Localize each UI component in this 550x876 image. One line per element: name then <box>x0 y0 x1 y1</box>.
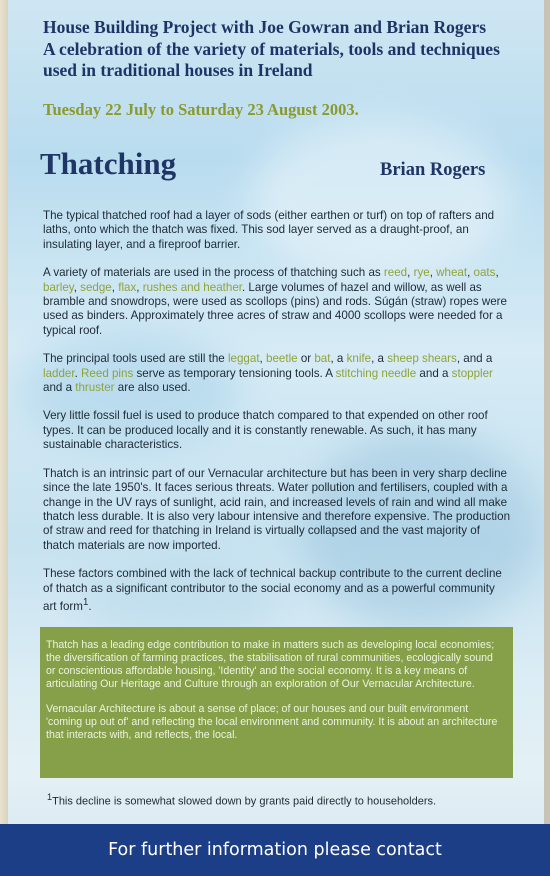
material-term: rye <box>413 266 430 280</box>
footnote <box>47 792 436 808</box>
header-line-3: used in traditional houses in Ireland <box>43 60 313 80</box>
material-term: rushes and heather <box>142 280 242 294</box>
footnote-marker: 1 <box>47 792 53 802</box>
paragraph-fossil-fuel: Very little fossil fuel is used to produce thatch compared to that expended on other roof types. It can be produced locally and it is constantly renewable. As such, it has many sustainable characteristics. <box>43 409 488 452</box>
text-run: , a <box>330 352 347 366</box>
footnote-text: This decline is somewhat slowed down by grants paid directly to householders. <box>52 795 437 808</box>
highlight-paragraph-contribution: Thatch has a leading edge contribution to make in matters such as developing local economies; the diversification of farming practices, the stabilisation of rural communities, ecologically sound or conscientious affordable housing, 'Identity' and the social economy. It is a key means of articulating Our Heritage and Culture through an exploration of Our Vernacular Architecture. <box>46 639 495 690</box>
text-run: These factors combined with the lack of technical backup contribute to the current decline of thatch as a significant contributor to the social economy and as a powerful community art form <box>43 567 502 613</box>
tool-term: stoppler <box>451 366 493 380</box>
tool-term: knife <box>346 352 372 366</box>
header-line-1: House Building Project with Joe Gowran and Brian Rogers <box>43 17 487 37</box>
frame-edge-left <box>0 0 8 876</box>
article-body <box>43 209 511 628</box>
text-run: and a <box>416 366 452 380</box>
tool-term: stitching needle <box>335 366 417 380</box>
material-term: oats <box>473 266 496 280</box>
text-run: , <box>73 280 81 294</box>
highlight-paragraph-vernacular: Vernacular Architecture is about a sense of place; of our houses and our built environment 'coming up out of' and reflecting the local environment and community. It is about an architecture that interacts with, and reflects, the local. <box>46 703 498 741</box>
text-run: , and a <box>456 352 493 366</box>
material-term: wheat <box>436 266 468 280</box>
text-run: and a <box>43 381 76 395</box>
material-term: barley <box>43 280 74 294</box>
text-run: , <box>407 266 414 280</box>
text-run: . Large volumes of hazel and willow, as well as bramble and snowdrops, were used as scollops (pins) and rods. Súgán (straw) ropes were used as binders. Approximately three acres of straw and 4000 scollops were needed for a typical roof. <box>43 280 507 337</box>
text-run: , a <box>371 352 388 366</box>
paragraph-decline: Thatch is an intrinsic part of our Vernacular architecture but has been in very sharp decline since the late 1950's. It faces serious threats. Water pollution and fertilisers, coupled with a change in the UV rays of sunlight, acid rain, and increased levels of rain and wind all make thatch less durable. It is also very labour intensive and therefore expensive. The production of straw and reed for thatching in Ireland is virtually collapsed and the vast majority of thatch materials are now imported. <box>43 466 511 552</box>
tool-term: ladder <box>43 366 75 380</box>
frame-edge-right <box>544 0 550 876</box>
footnote-marker: 1 <box>82 596 89 608</box>
footer-contact-text: For further information please contact <box>108 840 442 860</box>
text-run: The principal tools used are still the <box>43 352 228 366</box>
tool-term: bat <box>314 352 331 366</box>
header-line-2: A celebration of the variety of materials, tools and techniques <box>43 38 500 59</box>
paragraph-tools <box>43 352 511 395</box>
project-header <box>43 17 533 82</box>
event-dates: Tuesday 22 July to Saturday 23 August 2003. <box>43 100 359 119</box>
tool-term: beetle <box>266 352 298 366</box>
paragraph-materials <box>43 266 511 338</box>
text-run: , <box>467 266 474 280</box>
tool-term: Reed pins <box>81 366 134 380</box>
text-run: are also used. <box>114 381 191 395</box>
text-run: serve as temporary tensioning tools. A <box>133 366 336 380</box>
material-term: flax <box>118 280 137 294</box>
material-term: reed <box>383 266 408 280</box>
tool-term: thruster <box>75 381 115 395</box>
text-run: A variety of materials are used in the process of thatching such as <box>43 266 384 280</box>
text-run: , <box>259 352 266 366</box>
author-name: Brian Rogers <box>380 160 486 180</box>
paragraph-sod-layer: The typical thatched roof had a layer of sods (either earthen or turf) on top of rafters and laths, onto which the thatch was fixed. This sod layer served as a draught-proof, an insulating layer, and a fireproof barrier. <box>43 209 495 251</box>
page-title: Thatching <box>40 146 177 181</box>
text-run: , <box>429 266 437 280</box>
tool-term: leggat <box>227 352 260 366</box>
tool-term: sheep shears <box>387 352 457 366</box>
paragraph-factors <box>43 567 511 614</box>
text-run: . <box>74 366 82 380</box>
highlight-box <box>40 627 513 778</box>
text-run: , <box>111 280 119 294</box>
material-term: sedge <box>80 280 112 294</box>
text-run: or <box>297 352 315 366</box>
text-run: . <box>88 599 92 613</box>
text-run: , <box>495 266 499 280</box>
text-run: , <box>136 280 143 294</box>
